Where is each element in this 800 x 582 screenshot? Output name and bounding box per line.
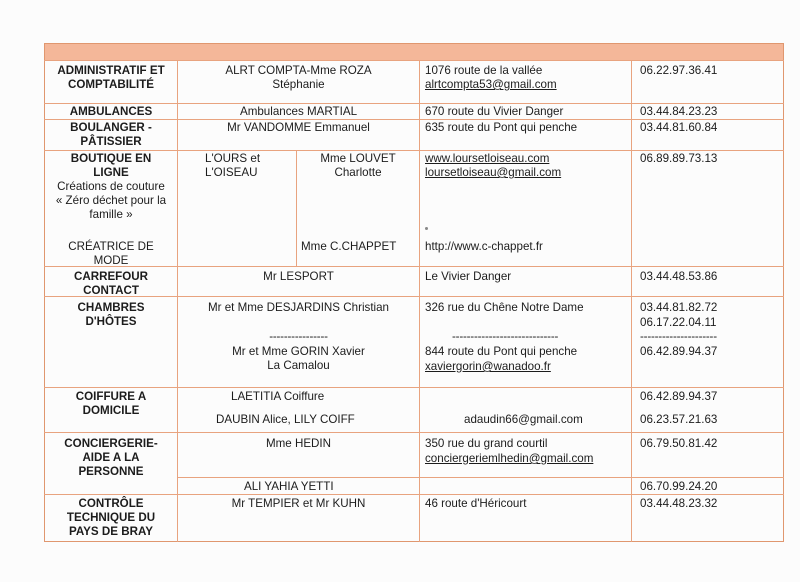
row-divider: [44, 103, 784, 104]
address: 326 rue du Chêne Notre Dame: [425, 301, 584, 314]
email-link[interactable]: loursetloiseau@gmail.com: [425, 166, 562, 179]
contact-name: Mme LOUVET Charlotte: [320, 152, 396, 179]
phone-number: 06.70.99.24.20: [640, 480, 718, 493]
email-link[interactable]: conciergeriemlhedin@gmail.com: [425, 452, 594, 465]
row-divider: [44, 494, 784, 495]
category-controle: CONTRÔLE TECHNIQUE DU PAYS DE BRAY: [66, 497, 156, 538]
contact-name: LAETITIA Coiffure: [231, 390, 325, 403]
row-divider: [44, 150, 784, 151]
address: 1076 route de la vallée: [425, 64, 543, 77]
category-ambulances: AMBULANCES: [69, 105, 153, 118]
category-chambres: CHAMBRES D'HÔTES: [77, 301, 145, 328]
contact-name: ALI YAHIA YETTI: [244, 480, 334, 493]
row-divider: [44, 432, 784, 433]
phone-number: 06.23.57.21.63: [640, 413, 718, 426]
row-divider: [44, 119, 784, 120]
phone-number: 03.44.84.23.23: [640, 105, 718, 118]
contact-name: ALRT COMPTA-Mme ROZA Stéphanie: [225, 64, 372, 91]
phone-number: 06.89.89.73.13: [640, 152, 718, 165]
email-link[interactable]: xaviergorin@wanadoo.fr: [425, 360, 551, 373]
contact-name: Mme C.CHAPPET: [301, 240, 397, 253]
category-boutique: BOUTIQUE EN LIGNE Créations de couture « Zéro déchet pour la famille »: [55, 152, 167, 221]
phone-number: 06.22.97.36.41: [640, 64, 718, 77]
shop-name: L'OURS et L'OISEAU: [205, 152, 261, 179]
category-conciergerie: CONCIERGERIE- AIDE A LA PERSONNE: [64, 437, 158, 478]
contact-name: DAUBIN Alice, LILY COIFF: [216, 413, 355, 426]
category-boulanger: BOULANGER - PÂTISSIER: [70, 121, 152, 148]
category-admin: ADMINISTRATIF ET COMPTABILITÉ: [57, 64, 165, 91]
contact-name: Mme HEDIN: [265, 437, 332, 450]
address: 635 route du Pont qui penche: [425, 121, 578, 134]
email-link[interactable]: alrtcompta53@gmail.com: [425, 78, 557, 91]
contact-name: Mr et Mme DESJARDINS Christian: [207, 301, 390, 314]
scan-speck: [425, 227, 428, 230]
phone-number: 06.17.22.04.11: [640, 316, 717, 329]
contact-name: Ambulances MARTIAL: [239, 105, 358, 118]
address: 670 route du Vivier Danger: [425, 105, 564, 118]
address: 350 rue du grand courtil: [425, 437, 548, 450]
phone-number: 06.42.89.94.37: [640, 390, 718, 403]
column-divider: [419, 60, 420, 542]
phone-number: 06.79.50.81.42: [640, 437, 718, 450]
website-link[interactable]: www.loursetloiseau.com: [425, 152, 550, 165]
category-creatrice: CRÉATRICE DE MODE: [68, 240, 154, 267]
contact-name: Mr TEMPIER et Mr KUHN: [231, 497, 366, 510]
contact-name: Mr VANDOMME Emmanuel: [227, 121, 370, 134]
row-divider: [177, 477, 784, 478]
phone-number: 03.44.48.23.32: [640, 497, 718, 510]
address: 844 route du Pont qui penche: [425, 345, 578, 358]
phone-number: 03.44.48.53.86: [640, 270, 718, 283]
separator: -----------------------------: [452, 330, 559, 343]
row-divider: [44, 387, 784, 388]
address: 46 route d'Héricourt: [425, 497, 527, 510]
phone-number: 03.44.81.60.84: [640, 121, 718, 134]
column-divider: [631, 60, 632, 542]
phone-number: 06.42.89.94.37: [640, 345, 718, 358]
email-text: adaudin66@gmail.com: [464, 413, 583, 426]
website-link[interactable]: http://www.c-chappet.fr: [425, 240, 543, 253]
contact-name: Mr et Mme GORIN Xavier La Camalou: [232, 345, 365, 372]
separator: ----------------: [269, 330, 328, 343]
category-coiffure: COIFFURE A DOMICILE: [75, 390, 147, 417]
row-divider: [44, 60, 784, 61]
category-carrefour: CARREFOUR CONTACT: [73, 270, 149, 297]
contact-name: Mr LESPORT: [263, 270, 334, 283]
address: Le Vivier Danger: [425, 270, 512, 283]
phone-number: 03.44.81.82.72: [640, 301, 718, 314]
separator: ---------------------: [640, 330, 717, 343]
